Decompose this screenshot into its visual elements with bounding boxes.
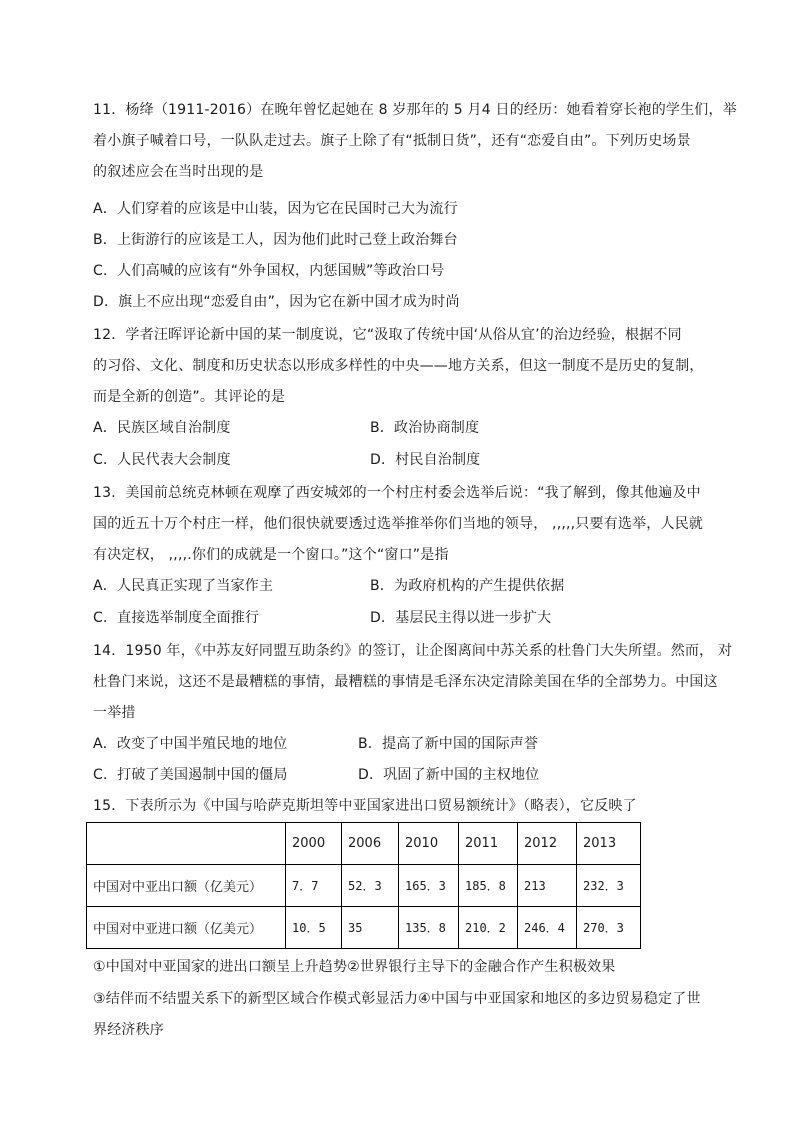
table-cell: 165．3 bbox=[399, 865, 459, 907]
row-label-export: 中国对中亚出口额（亿美元） bbox=[87, 865, 286, 907]
q12-option-c: C．人民代表大会制度 bbox=[93, 452, 231, 468]
q14-option-b: B．提高了新中国的国际声誉 bbox=[358, 736, 539, 752]
table-cell: 10．5 bbox=[286, 907, 342, 949]
year-header-cell: 2010 bbox=[399, 823, 459, 865]
q14-option-d: D．巩固了新中国的主权地位 bbox=[358, 767, 540, 783]
q15-statement-line-1: ①中国对中亚国家的进出口额呈上升趋势②世界银行主导下的金融合作产生积极效果 bbox=[93, 959, 616, 975]
row-label-import: 中国对中亚进口额（亿美元） bbox=[87, 907, 286, 949]
q14-stem-line-3: 一举措 bbox=[93, 705, 136, 721]
q14-option-a: A．改变了中国半殖民地的地位 bbox=[93, 736, 288, 752]
table-cell: 232．3 bbox=[577, 865, 641, 907]
trade-table bbox=[86, 822, 641, 949]
q11-option-b: B．上街游行的应该是工人，因为他们此时己登上政治舞台 bbox=[93, 232, 458, 248]
q13-option-c: C．直接选举制度全面推行 bbox=[93, 610, 260, 626]
table-cell: 185．8 bbox=[459, 865, 518, 907]
q14-option-c: C．打破了美国遏制中国的僵局 bbox=[93, 767, 288, 783]
q13-option-a: A．人民真正实现了当家作主 bbox=[93, 578, 274, 594]
table-cell: 246．4 bbox=[518, 907, 577, 949]
table-cell: 52．3 bbox=[342, 865, 399, 907]
table-cell: 270．3 bbox=[577, 907, 641, 949]
q15-stem: 15．下表所示为《中国与哈萨克斯坦等中亚国家进出口贸易额统计》（略表），它反映了 bbox=[93, 798, 637, 814]
year-header-cell: 2000 bbox=[286, 823, 342, 865]
q13-option-d: D．基层民主得以进一步扩大 bbox=[370, 610, 552, 626]
table-corner-cell bbox=[87, 823, 286, 865]
q11-stem-line-2: 着小旗子喊着口号，一队队走过去。旗子上除了有“抵制日货”，还有“恋爱自由”。下列历史场景 bbox=[93, 133, 691, 149]
table-cell: 210．2 bbox=[459, 907, 518, 949]
table-row-export bbox=[87, 865, 641, 907]
q13-stem-line-1: 13．美国前总统克林顿在观摩了西安城郊的一个村庄村委会选举后说：“我了解到，像其他遍及中 bbox=[93, 485, 701, 501]
table-row-import bbox=[87, 907, 641, 949]
q12-option-b: B．政治协商制度 bbox=[370, 420, 480, 436]
q13-option-b: B．为政府机构的产生提供依据 bbox=[370, 578, 565, 594]
year-header-cell: 2013 bbox=[577, 823, 641, 865]
q11-stem-line-3: 的叙述应会在当时出现的是 bbox=[93, 164, 264, 180]
q12-stem-line-3: 而是全新的创造”。其评论的是 bbox=[93, 389, 286, 405]
q12-option-a: A．民族区域自治制度 bbox=[93, 420, 231, 436]
year-header-cell: 2006 bbox=[342, 823, 399, 865]
q14-stem-line-1: 14．1950 年，《中苏友好同盟互助条约》的签订，让企图离间中苏关系的杜鲁门大失所望。然而， 对 bbox=[93, 643, 733, 659]
q14-stem-line-2: 杜鲁门来说，这还不是最糟糕的事情，最糟糕的事情是毛泽东决定清除美国在华的全部势力。中国这 bbox=[93, 674, 718, 690]
q12-stem-line-2: 的习俗、文化、制度和历史状态以形成多样性的中央——地方关系，但这一制度不是历史的复制， bbox=[93, 358, 704, 374]
table-cell: 7．7 bbox=[286, 865, 342, 907]
table-header-row bbox=[87, 823, 641, 865]
year-header-cell: 2012 bbox=[518, 823, 577, 865]
q13-stem-line-2: 国的近五十万个村庄一样，他们很快就要透过选举推举你们当地的领导， ,,,,,只要有选举，人民就 bbox=[93, 516, 704, 532]
table-cell: 35 bbox=[342, 907, 399, 949]
q11-option-a: A．人们穿着的应该是中山装，因为它在民国时己大为流行 bbox=[93, 201, 458, 217]
q12-option-d: D．村民自治制度 bbox=[370, 452, 481, 468]
q15-statement-line-3: 界经济秩序 bbox=[93, 1022, 164, 1038]
q12-stem-line-1: 12．学者汪晖评论新中国的某一制度说，它“汲取了传统中国‘从俗从宜’的治边经验，根据不同 bbox=[93, 327, 682, 343]
q11-stem-line-1: 11．杨绛（1911-2016）在晚年曾忆起她在 8 岁那年的 5 月4 日的经历：她看着穿长袍的学生们，举 bbox=[93, 102, 737, 118]
table-cell: 135．8 bbox=[399, 907, 459, 949]
q15-statement-line-2: ③结伴而不结盟关系下的新型区域合作模式彰显活力④中国与中亚国家和地区的多边贸易稳定了世 bbox=[93, 991, 701, 1007]
q11-option-d: D．旗上不应出现“恋爱自由”，因为它在新中国才成为时尚 bbox=[93, 294, 460, 310]
year-header-cell: 2011 bbox=[459, 823, 518, 865]
table-cell: 213 bbox=[518, 865, 577, 907]
q13-stem-line-3: 有决定权， ,,,,.你们的成就是一个窗口。”这个“窗口”是指 bbox=[93, 547, 449, 563]
q11-option-c: C．人们高喊的应该有“外争国权，内惩国贼”等政治口号 bbox=[93, 263, 445, 279]
